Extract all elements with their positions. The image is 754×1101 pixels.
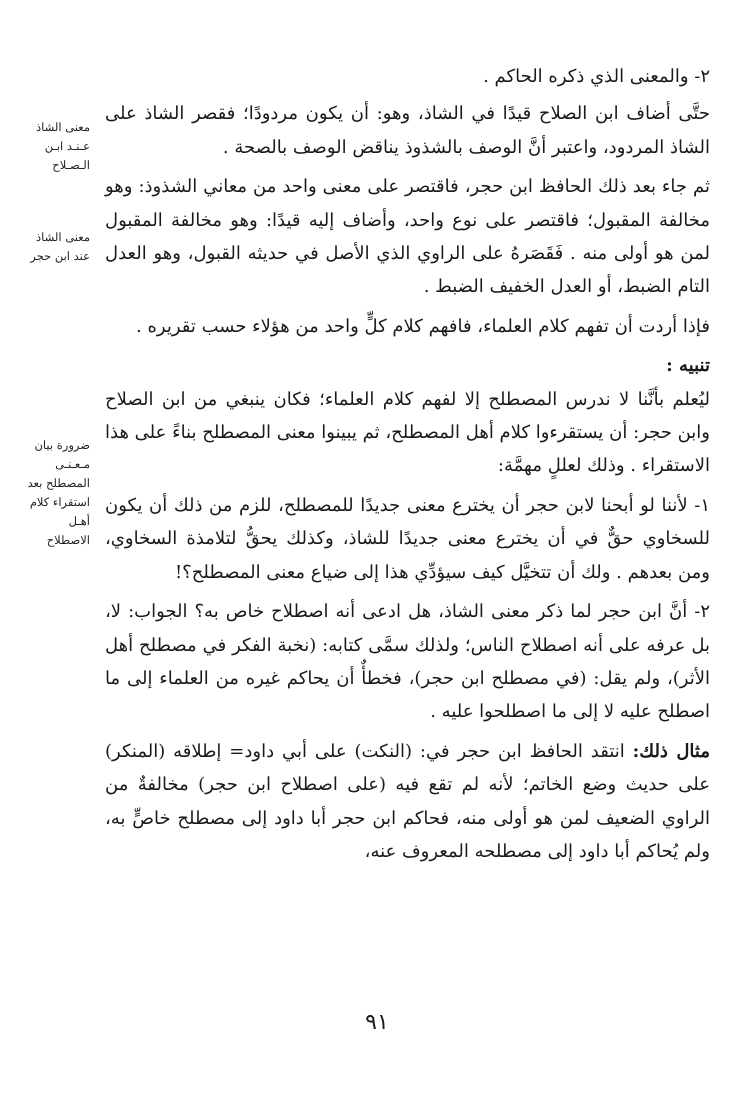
- margin-note-line: معنى الشاذ: [35, 120, 90, 134]
- paragraph-understand-scholars: فإذا أردت أن تفهم كلام العلماء، فافهم كلام كلٍّ واحد من هؤلاء حسب تقريره .: [136, 315, 710, 337]
- example-label: مثال ذلك:: [632, 740, 710, 762]
- main-text: [105, 60, 710, 874]
- paragraph-hakim-meaning: ٢- والمعنى الذي ذكره الحاكم .: [483, 66, 710, 87]
- example-text: انتقد الحافظ ابن حجر في: (النكت) على أبي داود= إطلاقه (المنكر) على حديث وضع الخاتم؛ لأنه لم تقع فيه (على اصطلاح ابن حجر) مخالفةٌ من الراوي الضعيف لمن هو أولى منه، فحاكم ابن حجر أبا داود إلى مصطلح خاصٍّ به، ولم يُحاكم أبا داود إلى مصطلحه المعروف عنه،: [105, 740, 710, 862]
- margin-note-defining-terms: [20, 436, 90, 550]
- margin-note-line: الاصطلاح: [46, 533, 90, 547]
- heading-tanbih: تنبيه :: [666, 355, 710, 377]
- margin-note-line: أهـل: [68, 514, 90, 528]
- paragraph-example: [105, 735, 710, 869]
- margin-note-line: المصطلح بعد: [27, 476, 90, 490]
- paragraph-study-terms: ليُعلم بأنَّنا لا ندرس المصطلح إلا لفهم كلام العلماء؛ فكان ينبغي من ابن الصلاح وابن حجر: أن يستقرءوا كلام أهل المصطلح، ثم يبينوا معنى المصطلح بناءً على هذا الاستقراء . وذلك لعللٍ مهمَّة:: [105, 388, 710, 477]
- page-number: ٩١: [365, 1010, 389, 1035]
- margin-note-line: الـصـلاح: [52, 158, 90, 172]
- paragraph-ibn-salah: حتَّى أضاف ابن الصلاح قيدًا في الشاذ، وهو: أن يكون مردودًا؛ فقصر الشاذ على الشاذ المردود، واعتبر أنَّ الوصف بالشذوذ يناقض الوصف بالصحة .: [105, 103, 710, 158]
- margin-note-line: معنى الشاذ: [35, 230, 90, 244]
- paragraph-reason-one: ١- لأننا لو أبحنا لابن حجر أن يخترع معنى جديدًا للمصطلح، للزم من ذلك أن يكون للسخاوي حقٌّ في أن يخترع معنى جديدًا للشاذ، وكذلك يحقُّ لتلامذة السخاوي، ومن بعدهم . ولك أن تتخيَّل كيف سيؤدِّي هذا إلى ضياع معنى المصطلح؟!: [105, 494, 710, 583]
- margin-note-line: مـعـنـى: [55, 457, 90, 471]
- margin-note-shadh-ibn-salah: [20, 118, 90, 175]
- margin-note-line: ضرورة بيان: [34, 438, 90, 452]
- paragraph-reason-two: ٢- أنَّ ابن حجر لما ذكر معنى الشاذ، هل ادعى أنه اصطلاح خاص به؟ الجواب: لا، بل عرفه على أنه اصطلاح الناس؛ ولذلك سمَّى كتابه: (نخبة الفكر في مصطلح أهل الأثر)، ولم يقل: (في مصطلح ابن حجر)، فخطأٌ أن يحاكم غيره من العلماء إلى ما اصطلح عليه لا إلى ما اصطلحوا عليه .: [105, 601, 710, 723]
- margin-note-line: عند ابن حجر: [30, 249, 90, 263]
- margin-note-line: استقراء كلام: [29, 495, 90, 509]
- margin-note-line: عـنـد ابـن: [44, 139, 90, 153]
- paragraph-ibn-hajar: ثم جاء بعد ذلك الحافظ ابن حجر، فاقتصر على معنى واحد من معاني الشذوذ: وهو مخالفة المقبول؛ فاقتصر على نوع واحد، وأضاف إليه قيدًا: وهو مخالفة المقبول لمن هو أولى منه . فَقَصَرهُ على الراوي الذي الأصل في حديثه القبول، وهو العدل التام الضبط، أو العدل الخفيف الضبط .: [105, 176, 710, 298]
- margin-note-shadh-ibn-hajar: [20, 228, 90, 266]
